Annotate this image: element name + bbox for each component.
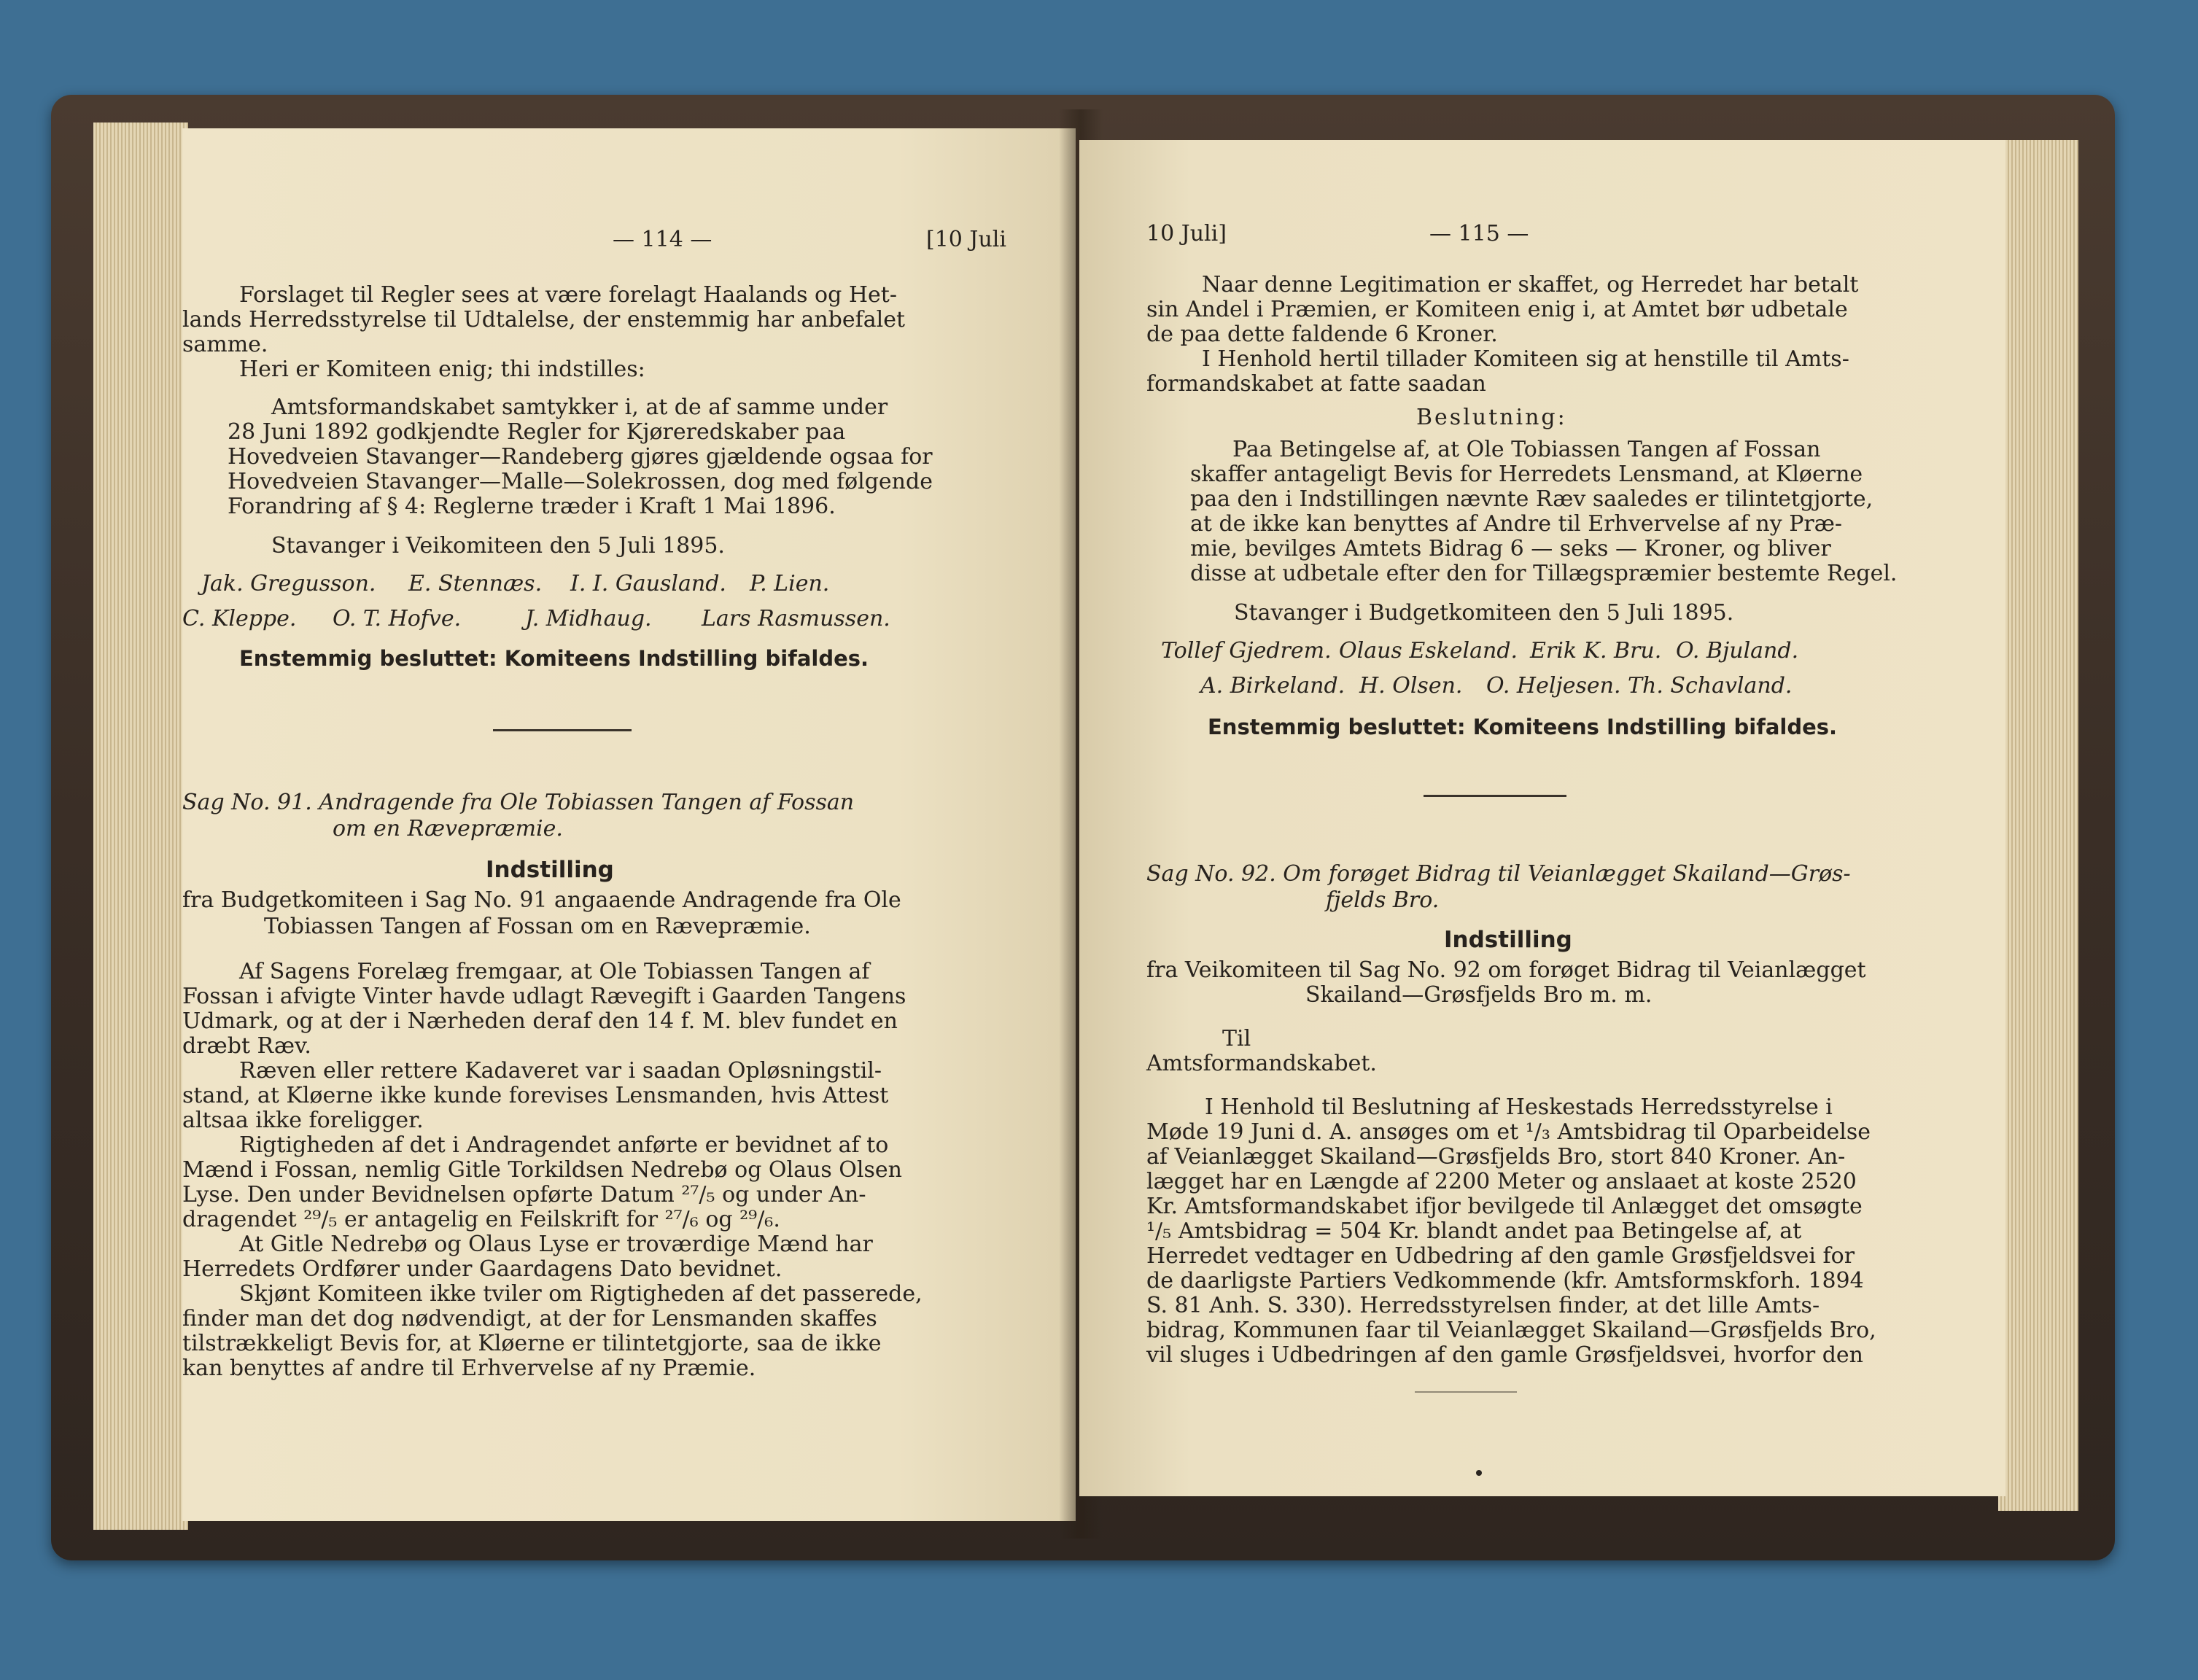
text-line: I Henhold til Beslutning af Heskestads Herredsstyrelse i [1205, 1094, 1833, 1120]
signature: H. Olsen. [1359, 673, 1463, 699]
sag-heading: Sag No. 91. Andragende fra Ole Tobiassen Tangen af Fossan [182, 790, 855, 815]
text-line: de paa dette faldende 6 Kroner. [1146, 322, 1498, 347]
section-divider [493, 729, 632, 731]
text-line: sin Andel i Præmien, er Komiteen enig i, at Amtet bør udbetale [1146, 297, 1848, 322]
text-line: formandskabet at fatte saadan [1146, 371, 1486, 397]
resolution-line: 28 Juni 1892 godkjendte Regler for Kjøreredskaber paa [228, 419, 846, 445]
text-line: fra Veikomiteen til Sag No. 92 om forøget Bidrag til Veianlægget [1146, 957, 1866, 983]
resolution-line: Amtsformandskabet samtykker i, at de af samme under [271, 394, 888, 420]
resolution-line: Forandring af § 4: Reglerne træder i Kraft 1 Mai 1896. [228, 494, 836, 519]
text-line: Skailand—Grøsfjelds Bro m. m. [1305, 982, 1653, 1008]
text-line: Fossan i afvigte Vinter havde udlagt Rævegift i Gaarden Tangens [182, 984, 906, 1009]
text-line: Naar denne Legitimation er skaffet, og Herredet har betalt [1202, 272, 1859, 298]
beslutning-title: Beslutning: [1416, 405, 1567, 430]
text-line: I Henhold hertil tillader Komiteen sig at henstille til Amts- [1202, 346, 1849, 372]
section-divider [1424, 795, 1566, 797]
text-line: lægget har en Længde af 2200 Meter og anslaaet at koste 2520 [1146, 1169, 1857, 1194]
signature: O. Heljesen. [1486, 673, 1621, 699]
signature: O. T. Hofve. [333, 606, 462, 631]
text-line: Herredets Ordfører under Gaardagens Dato bevidnet. [182, 1256, 782, 1282]
beslutning-line: disse at udbetale efter den for Tillægspræmier bestemte Regel. [1190, 561, 1898, 586]
signature: C. Kleppe. [182, 606, 297, 631]
text-line: Kr. Amtsformandskabet ifjor bevilgede til Anlægget det omsøgte [1146, 1194, 1863, 1219]
page-header-date: [10 Juli [926, 227, 1006, 252]
text-line: Rigtigheden af det i Andragendet anførte er bevidnet af to [239, 1132, 889, 1158]
resolution-line: Hovedveien Stavanger—Randeberg gjøres gjældende ogsaa for [228, 444, 933, 470]
text-line: Af Sagens Forelæg fremgaar, at Ole Tobiassen Tangen af [239, 959, 870, 984]
text-line: stand, at Kløerne ikke kunde forevises Lensmanden, hvis Attest [182, 1083, 889, 1108]
signature: P. Lien. [750, 571, 830, 596]
sag-heading: Sag No. 92. Om forøget Bidrag til Veianlægget Skailand—Grøs- [1146, 861, 1851, 887]
page-edges-left [93, 122, 188, 1530]
decision-line: Enstemmig besluttet: Komiteens Indstilling bifaldes. [1208, 715, 1838, 739]
page-edges-right [1998, 140, 2078, 1511]
faint-divider [1415, 1391, 1517, 1393]
text-line: Amtsformandskabet. [1146, 1051, 1377, 1076]
text-line: finder man det dog nødvendigt, at der for Lensmanden skaffes [182, 1306, 877, 1331]
signature: I. I. Gausland. [570, 571, 726, 596]
beslutning-line: at de ikke kan benyttes af Andre til Erhvervelse af ny Præ- [1190, 511, 1843, 537]
text-line: af Veianlægget Skailand—Grøsfjelds Bro, stort 840 Kroner. An- [1146, 1144, 1846, 1170]
page-number-115: — 115 — [1429, 221, 1529, 246]
text-line: Udmark, og at der i Nærheden deraf den 14 f. M. blev fundet en [182, 1008, 898, 1034]
indstilling-title: Indstilling [1444, 927, 1572, 953]
signature: Jak. Gregusson. [201, 571, 376, 596]
signature: Th. Schavland. [1628, 673, 1793, 699]
text-line: fra Budgetkomiteen i Sag No. 91 angaaende Andragende fra Ole [182, 887, 901, 913]
text-line: kan benyttes af andre til Erhvervelse af ny Præmie. [182, 1356, 756, 1381]
text-line: Forslaget til Regler sees at være forelagt Haalands og Het- [239, 282, 897, 308]
signature: Erik K. Bru. [1530, 638, 1662, 664]
place-date: Stavanger i Budgetkomiteen den 5 Juli 1895. [1234, 600, 1734, 626]
left-page [182, 128, 1076, 1521]
text-line: bidrag, Kommunen faar til Veianlægget Skailand—Grøsfjelds Bro, [1146, 1318, 1876, 1343]
right-page [1079, 140, 2005, 1496]
signature: Olaus Eskeland. [1339, 638, 1518, 664]
text-line: de daarligste Partiers Vedkommende (kfr. Amtsformskforh. 1894 [1146, 1268, 1864, 1294]
beslutning-line: mie, bevilges Amtets Bidrag 6 — seks — Kroner, og bliver [1190, 536, 1831, 561]
beslutning-line: paa den i Indstillingen nævnte Ræv saaledes er tilintetgjorte, [1190, 486, 1873, 512]
text-line: lands Herredsstyrelse til Udtalelse, der enstemmig har anbefalet [182, 307, 906, 332]
sag-heading: om en Rævepræmie. [333, 816, 563, 841]
text-line: ¹/₅ Amtsbidrag = 504 Kr. blandt andet paa Betingelse af, at [1146, 1218, 1802, 1244]
beslutning-line: skaffer antageligt Bevis for Herredets Lensmand, at Kløerne [1190, 462, 1863, 487]
text-line: altsaa ikke foreligger. [182, 1108, 424, 1133]
decision-line: Enstemmig besluttet: Komiteens Indstilling bifaldes. [239, 646, 869, 671]
signature: E. Stennæs. [408, 571, 543, 596]
ink-dot [1476, 1470, 1482, 1476]
text-line: Herredet vedtager en Udbedring af den gamle Grøsfjeldsvei for [1146, 1243, 1855, 1269]
text-line: Mænd i Fossan, nemlig Gitle Torkildsen Nedrebø og Olaus Olsen [182, 1157, 902, 1183]
text-line: Heri er Komiteen enig; thi indstilles: [239, 357, 645, 382]
place-date: Stavanger i Veikomiteen den 5 Juli 1895. [271, 533, 725, 559]
signature: Lars Rasmussen. [702, 606, 890, 631]
text-line: Lyse. Den under Bevidnelsen opførte Datum ²⁷/₅ og under An- [182, 1182, 866, 1208]
sag-heading: fjelds Bro. [1326, 887, 1440, 913]
text-line: Til [1222, 1026, 1251, 1051]
signature: O. Bjuland. [1676, 638, 1799, 664]
text-line: dragendet ²⁹/₅ er antagelig en Feilskrift for ²⁷/₆ og ²⁹/₆. [182, 1207, 780, 1232]
signature: A. Birkeland. [1200, 673, 1345, 699]
text-line: Tobiassen Tangen af Fossan om en Rævepræmie. [264, 914, 811, 939]
text-line: At Gitle Nedrebø og Olaus Lyse er troværdige Mænd har [239, 1232, 873, 1257]
text-line: vil sluges i Udbedringen af den gamle Grøsfjeldsvei, hvorfor den [1146, 1342, 1863, 1368]
text-line: Skjønt Komiteen ikke tviler om Rigtigheden af det passerede, [239, 1281, 923, 1307]
text-line: tilstrækkeligt Bevis for, at Kløerne er tilintetgjorte, saa de ikke [182, 1331, 882, 1356]
text-line: Møde 19 Juni d. A. ansøges om et ¹/₃ Amtsbidrag til Oparbeidelse [1146, 1119, 1871, 1145]
indstilling-title: Indstilling [486, 857, 614, 883]
text-line: Ræven eller rettere Kadaveret var i saadan Opløsningstil- [239, 1058, 882, 1084]
resolution-line: Hovedveien Stavanger—Malle—Solekrossen, dog med følgende [228, 469, 933, 494]
text-line: dræbt Ræv. [182, 1033, 311, 1059]
text-line: samme. [182, 332, 268, 357]
signature: Tollef Gjedrem. [1161, 638, 1332, 664]
page-number-114: — 114 — [613, 227, 712, 252]
signature: J. Midhaug. [525, 606, 652, 631]
beslutning-line: Paa Betingelse af, at Ole Tobiassen Tangen af Fossan [1232, 437, 1821, 462]
text-line: S. 81 Anh. S. 330). Herredsstyrelsen finder, at det lille Amts- [1146, 1293, 1820, 1318]
page-header-date: 10 Juli] [1146, 221, 1227, 246]
